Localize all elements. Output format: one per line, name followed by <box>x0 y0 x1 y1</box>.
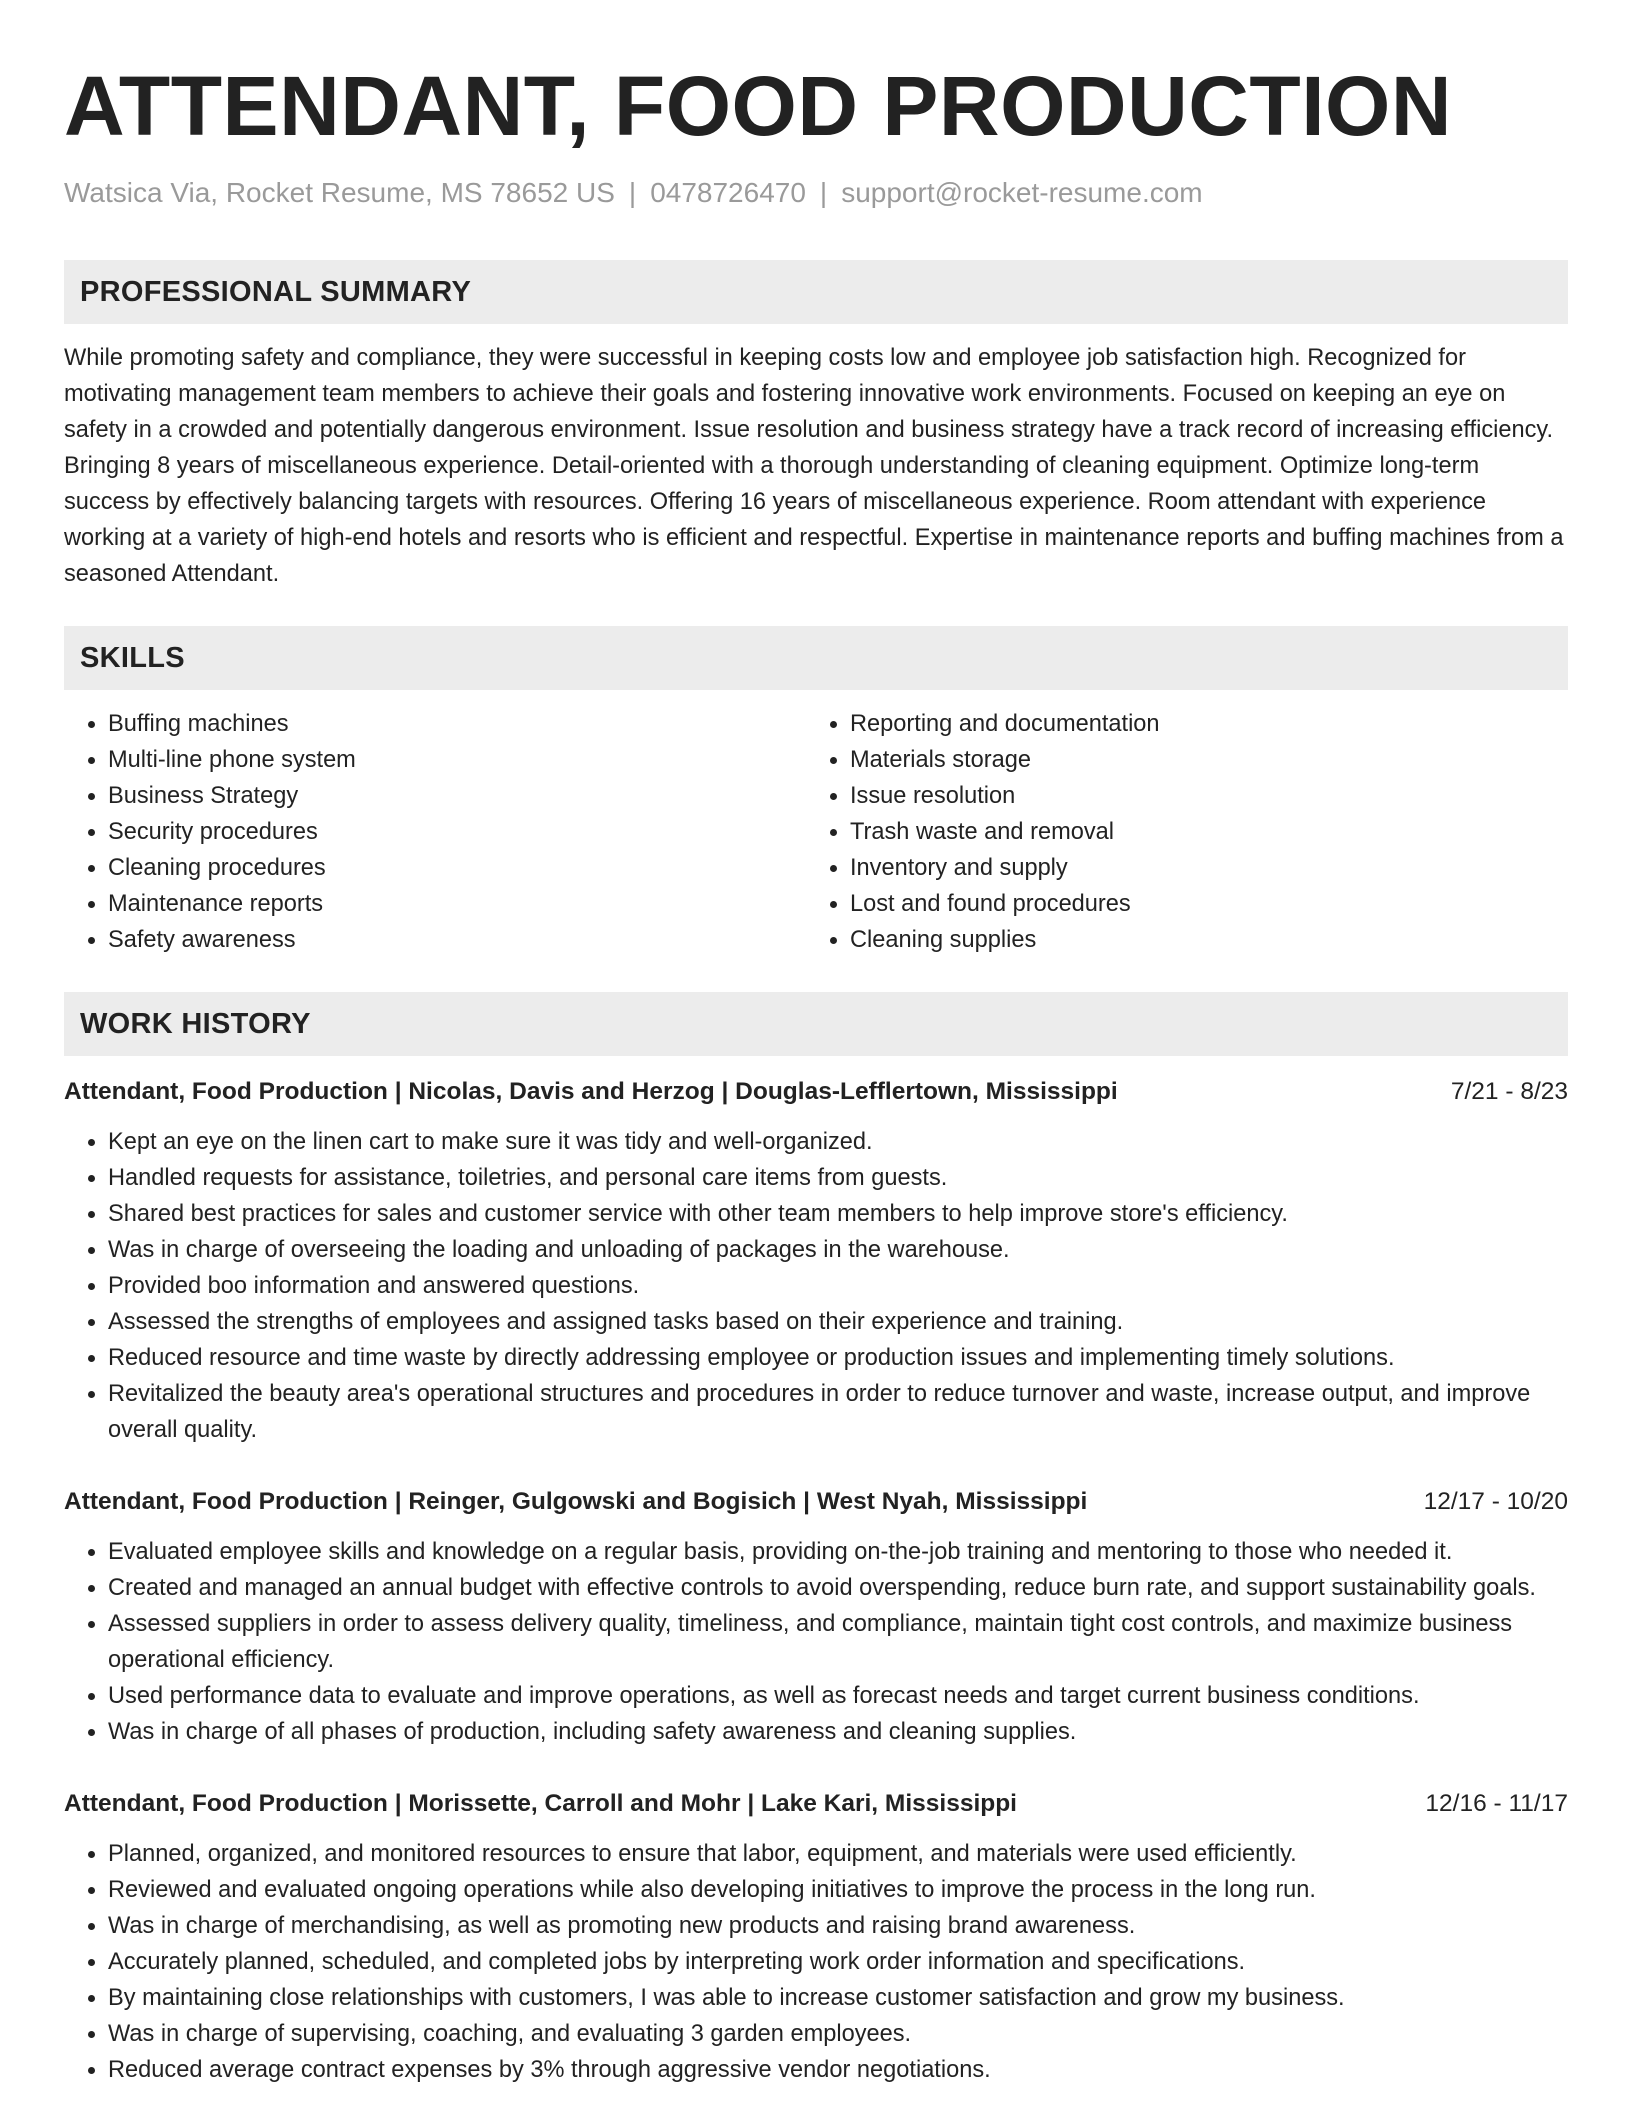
job-bullet: • Was in charge of merchandising, as well as promoting new products and raising brand awareness. <box>108 1908 1568 1944</box>
job-bullet: • Accurately planned, scheduled, and completed jobs by interpreting work order information and specifications. <box>108 1944 1568 1980</box>
summary-text: While promoting safety and compliance, they were successful in keeping costs low and employee job satisfaction high. Recognized for motivating management team members to achieve their goals and fostering innovative work environments. Focused on keeping an eye on safety in a crowded and potentially dangerous environment. Issue resolution and business strategy have a track record of increasing efficiency. Bringing 8 years of miscellaneous experience. Detail-oriented with a thorough understanding of cleaning equipment. Optimize long-term success by effectively balancing targets with resources. Offering 16 years of miscellaneous experience. Room attendant with experience working at a variety of high-end hotels and resorts who is efficient and respectful. Expertise in maintenance reports and buffing machines from a seasoned Attendant. <box>64 345 1564 587</box>
job-bullet: • Used performance data to evaluate and improve operations, as well as forecast needs and target current business conditions. <box>108 1678 1568 1714</box>
job-bullet: • Kept an eye on the linen cart to make sure it was tidy and well-organized. <box>108 1124 1568 1160</box>
job-entry <box>64 1786 1568 2088</box>
skills-column-left <box>64 706 806 958</box>
job-bullet: • Reviewed and evaluated ongoing operations while also developing initiatives to improve the process in the long run. <box>108 1872 1568 1908</box>
skill-item: • Lost and found procedures <box>850 886 1568 922</box>
skill-item: • Materials storage <box>850 742 1568 778</box>
section-heading-summary: PROFESSIONAL SUMMARY <box>64 260 1568 324</box>
skill-item: • Inventory and supply <box>850 850 1568 886</box>
job-bullet: • By maintaining close relationships with customers, I was able to increase customer satisfaction and grow my business. <box>108 1980 1568 2016</box>
job-bullet: • Revitalized the beauty area's operational structures and procedures in order to reduce turnover and waste, increase output, and improve overall quality. <box>108 1376 1568 1448</box>
job-bullets <box>64 1534 1568 1750</box>
skill-item: • Reporting and documentation <box>850 706 1568 742</box>
job-bullet: • Provided boo information and answered questions. <box>108 1268 1568 1304</box>
job-title: Attendant, Food Production | Reinger, Gulgowski and Bogisich | West Nyah, Mississippi <box>64 1488 1088 1515</box>
skill-item: • Trash waste and removal <box>850 814 1568 850</box>
candidate-name: ATTENDANT, FOOD PRODUCTION <box>64 59 1453 153</box>
skills-list <box>64 706 1568 958</box>
job-bullet: • Evaluated employee skills and knowledge on a regular basis, providing on-the-job training and mentoring to those who needed it. <box>108 1534 1568 1570</box>
job-bullet: • Reduced average contract expenses by 3% through aggressive vendor negotiations. <box>108 2052 1568 2088</box>
job-header <box>64 1786 1568 1822</box>
job-bullet: • Reduced resource and time waste by directly addressing employee or production issues and implementing timely solutions. <box>108 1340 1568 1376</box>
job-header <box>64 1074 1568 1110</box>
skill-item: • Business Strategy <box>108 778 806 814</box>
job-bullet: • Created and managed an annual budget with effective controls to avoid overspending, reduce burn rate, and support sustainability goals. <box>108 1570 1568 1606</box>
section-heading-skills: SKILLS <box>64 626 1568 690</box>
job-bullet: • Handled requests for assistance, toiletries, and personal care items from guests. <box>108 1160 1568 1196</box>
job-header <box>64 1484 1568 1520</box>
section-heading-work-history: WORK HISTORY <box>64 992 1568 1056</box>
skill-item: • Multi-line phone system <box>108 742 806 778</box>
job-dates: 12/17 - 10/20 <box>1423 1488 1568 1515</box>
skill-item: • Cleaning supplies <box>850 922 1568 958</box>
contact-email: support@rocket-resume.com <box>841 177 1203 208</box>
job-bullets <box>64 1124 1568 1448</box>
contact-separator: | <box>819 177 828 208</box>
job-bullet: • Was in charge of all phases of production, including safety awareness and cleaning supplies. <box>108 1714 1568 1750</box>
skill-item: • Safety awareness <box>108 922 806 958</box>
contact-phone: 0478726470 <box>650 177 806 208</box>
job-bullet: • Assessed the strengths of employees and assigned tasks based on their experience and training. <box>108 1304 1568 1340</box>
job-bullets <box>64 1836 1568 2088</box>
contact-line <box>64 176 1568 210</box>
job-bullet: • Planned, organized, and monitored resources to ensure that labor, equipment, and materials were used efficiently. <box>108 1836 1568 1872</box>
skill-item: • Issue resolution <box>850 778 1568 814</box>
job-entry <box>64 1074 1568 1448</box>
job-title: Attendant, Food Production | Nicolas, Davis and Herzog | Douglas-Lefflertown, Mississippi <box>64 1078 1118 1105</box>
job-bullet: • Was in charge of supervising, coaching, and evaluating 3 garden employees. <box>108 2016 1568 2052</box>
job-bullet: • Assessed suppliers in order to assess delivery quality, timeliness, and compliance, maintain tight cost controls, and maximize business operational efficiency. <box>108 1606 1568 1678</box>
job-title: Attendant, Food Production | Morissette, Carroll and Mohr | Lake Kari, Mississippi <box>64 1790 1017 1817</box>
job-bullet: • Was in charge of overseeing the loading and unloading of packages in the warehouse. <box>108 1232 1568 1268</box>
job-dates: 12/16 - 11/17 <box>1425 1790 1568 1817</box>
skills-column-right <box>806 706 1568 958</box>
contact-address: Watsica Via, Rocket Resume, MS 78652 US <box>64 177 615 208</box>
job-dates: 7/21 - 8/23 <box>1450 1078 1568 1105</box>
skill-item: • Buffing machines <box>108 706 806 742</box>
skill-item: • Cleaning procedures <box>108 850 806 886</box>
job-entry <box>64 1484 1568 1750</box>
contact-separator: | <box>628 177 637 208</box>
job-bullet: • Shared best practices for sales and customer service with other team members to help improve store's efficiency. <box>108 1196 1568 1232</box>
skill-item: • Security procedures <box>108 814 806 850</box>
skill-item: • Maintenance reports <box>108 886 806 922</box>
